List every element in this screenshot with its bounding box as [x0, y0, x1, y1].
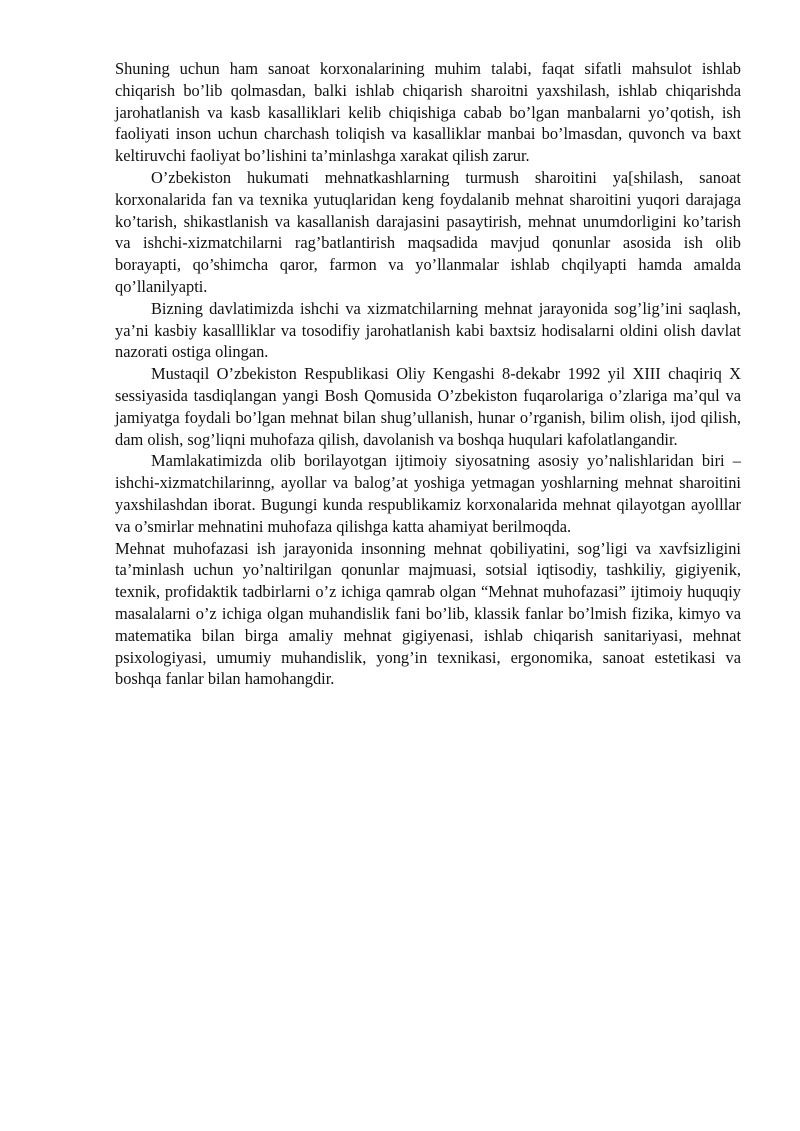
paragraph-4: Mustaqil O’zbekiston Respublikasi Oliy Kengashi 8-dekabr 1992 yil XIII chaqiriq X sessiyasida tasdiqlangan yangi Bosh Qomusida O’zbekiston fuqarolariga o’zlariga ma’qul va jamiyatga foydali bo’lgan mehnat bilan shug’ullanish, hunar o’rganish, bilim olish, ijod qilish, dam olish, sog’liqni muhofaza qilish, davolanish va boshqa huqulari kafolatlangandir.	[115, 364, 741, 449]
paragraph-1: Shuning uchun ham sanoat korxonalarining muhim talabi, faqat sifatli mahsulot ishlab chiqarish bo’lib qolmasdan, balki ishlab chiqarish sharoitni yaxshilash, ishlab chiqarishda jarohatlanish va kasb kasalliklari kelib chiqishiga cabab bo’lgan manbalarni yo’qotish, ish faoliyati inson uchun charchash toliqish va kasalliklar manbai bo’lmasdan, quvonch va baxt keltiruvchi faoliyat bo’lishini ta’minlashga xarakat qilish zarur.	[115, 59, 741, 166]
document-page	[115, 58, 741, 690]
paragraph-5: Mamlakatimizda olib borilayotgan ijtimoiy siyosatning asosiy yo’nalishlaridan biri – ishchi-xizmatchilarinng, ayollar va balog’at yoshiga yetmagan yoshlarning mehnat sharoitini yaxshilashdan iborat. Bugungi kunda respublikamiz korxonalarida mehnat qilayotgan ayolllar va o’smirlar mehnatini muhofaza qilishga katta ahamiyat berilmoqda.	[115, 451, 741, 536]
paragraph-2: O’zbekiston hukumati mehnatkashlarning turmush sharoitini ya[shilash, sanoat korxonalarida fan va texnika yutuqlaridan keng foydalanib mehnat sharoitini yuqori darajaga ko’tarish, shikastlanish va kasallanish darajasini pasaytirish, mehnat unumdorligini ko’tarish va ishchi-xizmatchilarni rag’batlantirish maqsadida mavjud qonunlar asosida ish olib borayapti, qo’shimcha qaror, farmon va yo’llanmalar ishlab chqilyapti hamda amalda qo’llanilyapti.	[115, 167, 741, 296]
paragraph-3: Bizning davlatimizda ishchi va xizmatchilarning mehnat jarayonida sog’lig’ini saqlash, ya’ni kasbiy kasallliklar va tosodifiy jarohatlanish kabi baxtsiz hodisalarni oldini olish davlat nazorati ostiga olingan.	[115, 298, 741, 362]
paragraph-6: Mehnat muhofazasi ish jarayonida insonning mehnat qobiliyatini, sog’ligi va xavfsizligini ta’minlash uchun yo’naltirilgan qonunlar majmuasi, sotsial iqtisodiy, tashkiliy, gigiyenik, texnik, profidaktik tadbirlarni o’z ichiga qamrab olgan “Mehnat muhofazasi” ijtimoiy huquqiy masalalarni o’z ichiga olgan muhandislik fani bo’lib, klassik fanlar bo’lmish fizika, kimyo va matematika bilan birga amaliy mehnat gigiyenasi, ishlab chiqarish sanitariyasi, mehnat psixologiyasi, umumiy muhandislik, yong’in texnikasi, ergonomika, sanoat estetikasi va boshqa fanlar bilan hamohangdir.	[115, 538, 741, 689]
